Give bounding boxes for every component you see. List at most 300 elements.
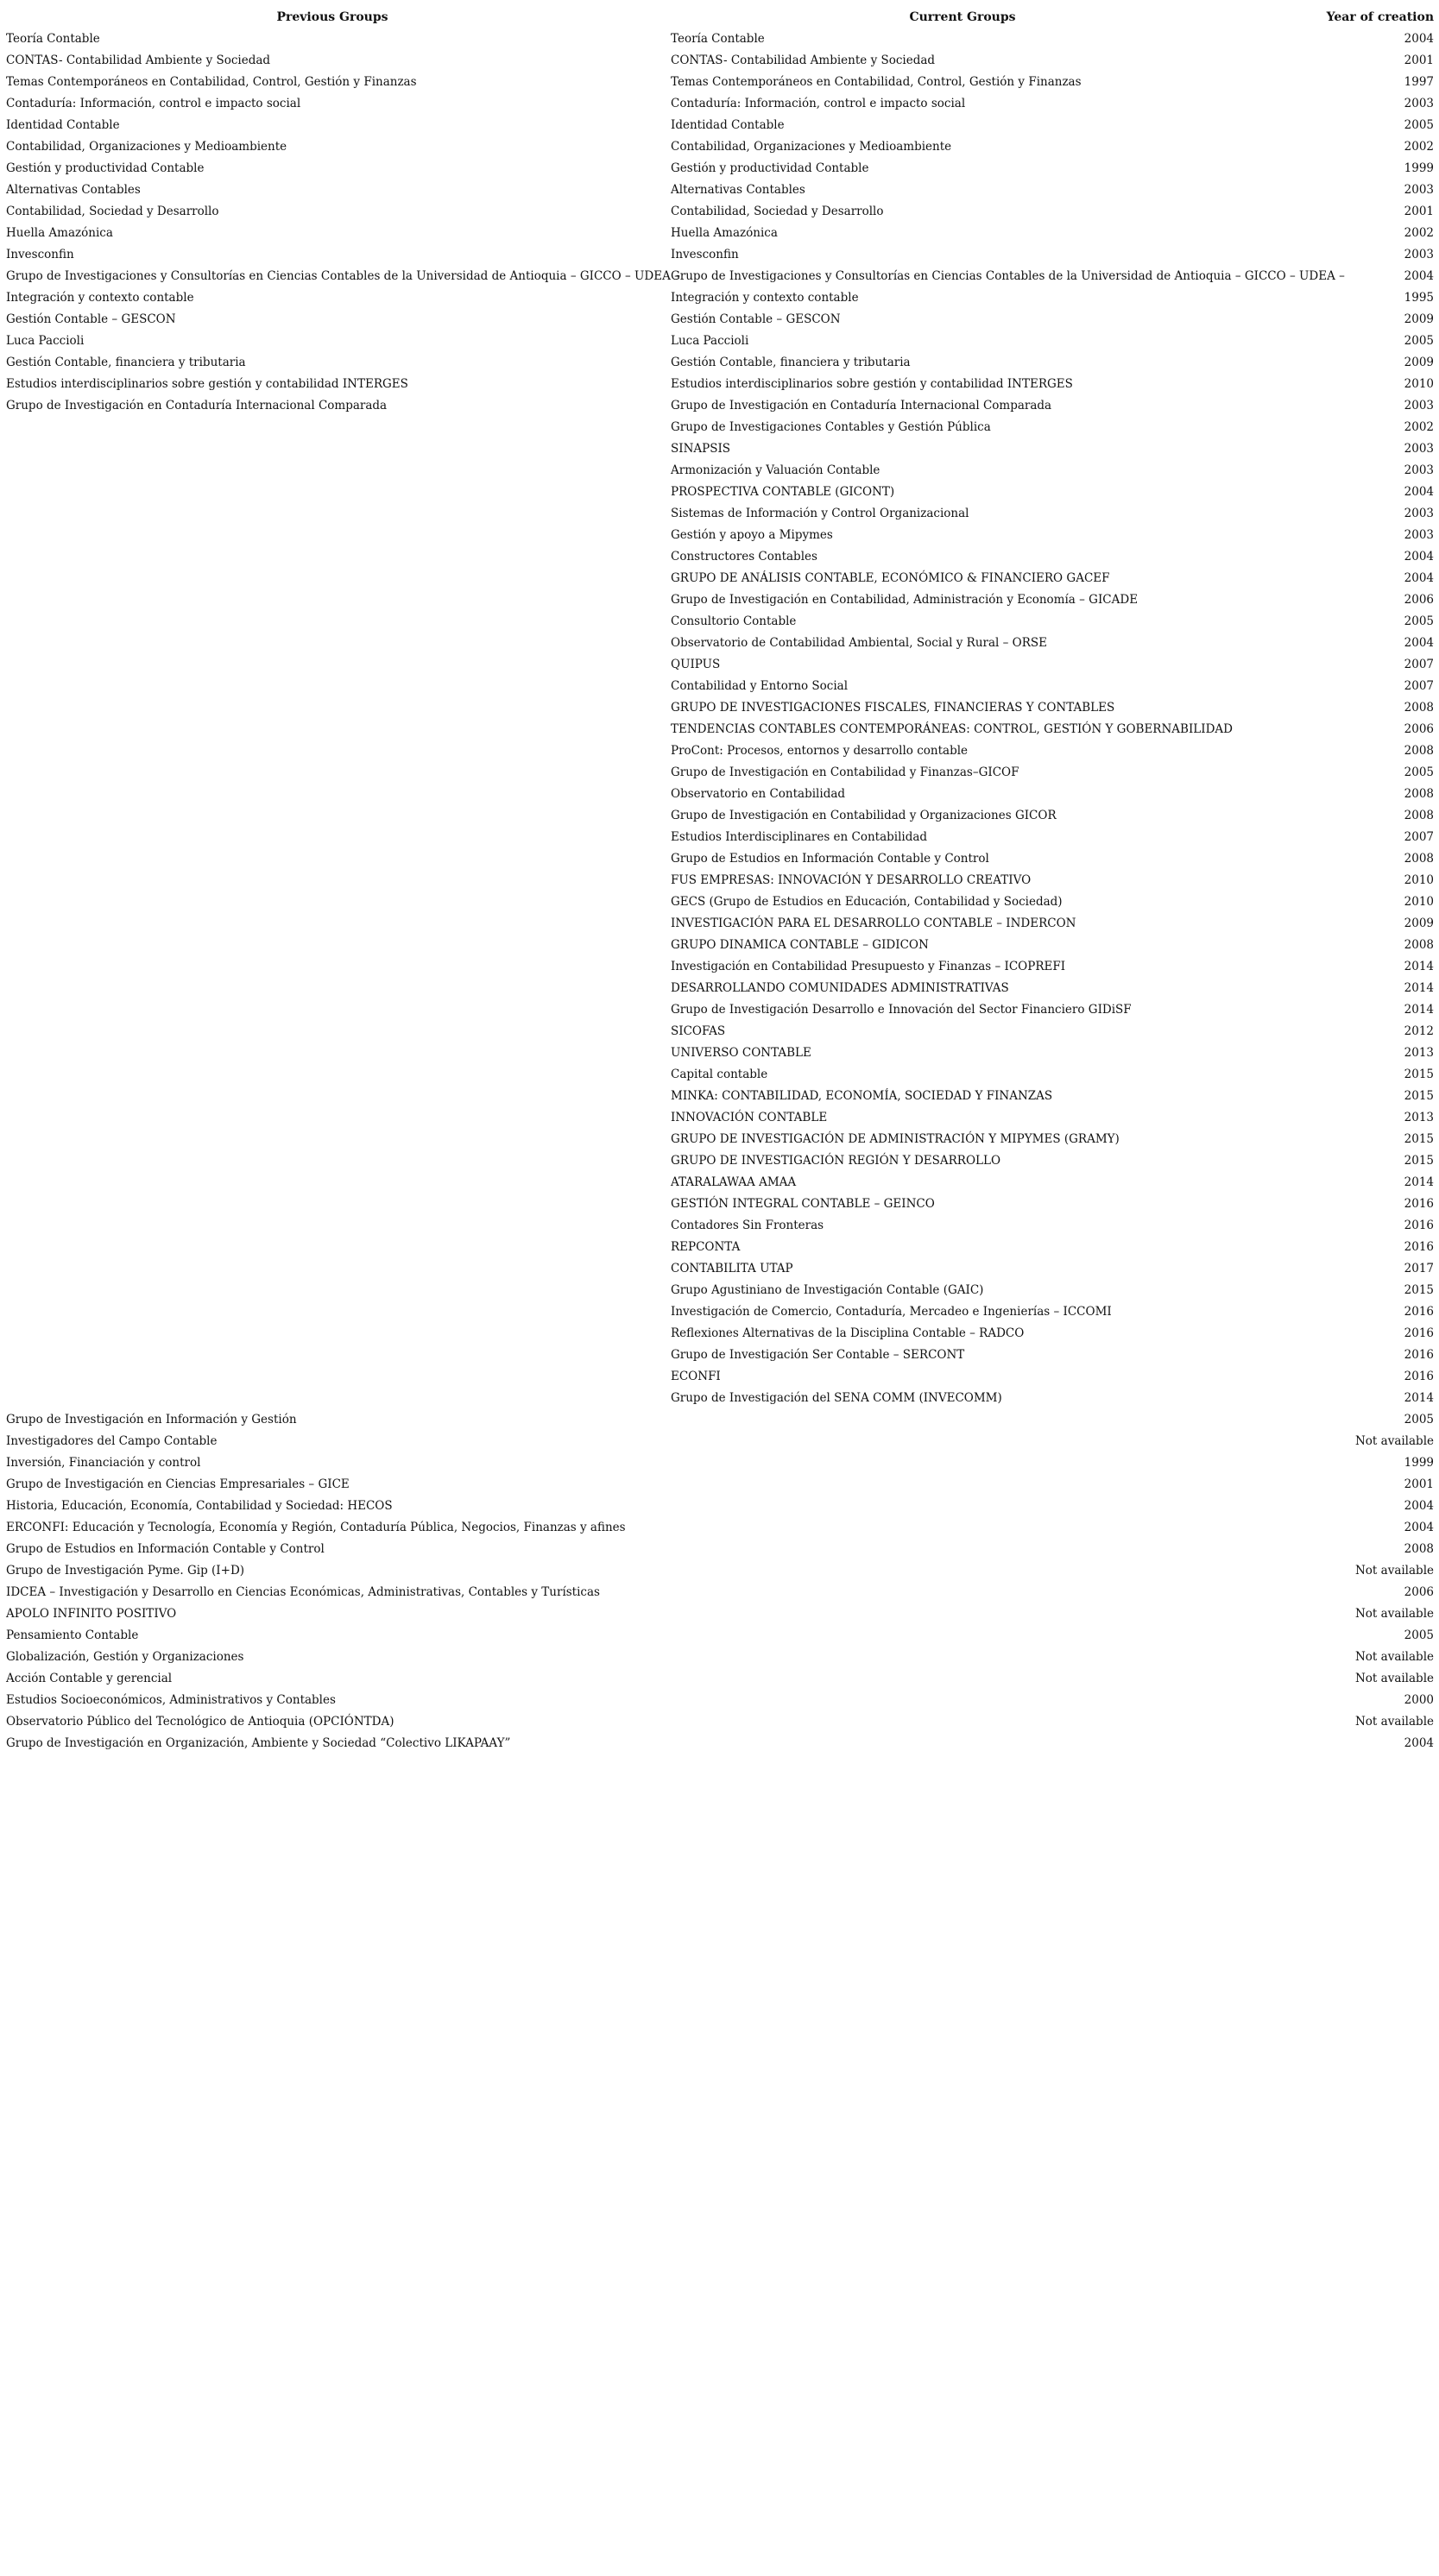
year-cell: 2009 [1404, 356, 1434, 369]
table-row [0, 1474, 1439, 1496]
previous-group-cell [0, 999, 665, 1021]
current-group-cell [665, 1647, 1260, 1668]
previous-group-cell: Invesconfin [6, 248, 74, 261]
year-cell: 2003 [1404, 97, 1434, 110]
table-row [0, 740, 1439, 762]
table-row [0, 1301, 1439, 1323]
year-cell: 2006 [1404, 1585, 1434, 1599]
current-group-cell: GECS (Grupo de Estudios en Educación, Contabilidad y Sociedad) [671, 895, 1063, 909]
year-cell: 2004 [1404, 636, 1434, 650]
year-cell: 2005 [1404, 334, 1434, 348]
table-row [0, 1388, 1439, 1409]
current-group-cell: Contabilidad y Entorno Social [671, 679, 849, 693]
current-group-cell: GRUPO DE INVESTIGACIÓN DE ADMINISTRACIÓN Y MIPYMES (GRAMY) [671, 1132, 1120, 1146]
table-row [0, 395, 1439, 417]
previous-group-cell [0, 1366, 665, 1388]
table-row [0, 1237, 1439, 1258]
previous-group-cell [0, 719, 665, 740]
table-row [0, 287, 1439, 309]
table-row [0, 352, 1439, 374]
current-group-cell: Grupo de Investigación en Contabilidad, Administración y Economía – GICADE [671, 593, 1139, 607]
previous-group-cell: Contaduría: Información, control e impacto social [6, 97, 301, 110]
previous-group-cell: Estudios Socioeconómicos, Administrativos y Contables [6, 1693, 336, 1707]
table-row [0, 1431, 1439, 1452]
previous-group-cell [0, 633, 665, 654]
current-group-cell: FUS EMPRESAS: INNOVACIÓN Y DESARROLLO CREATIVO [671, 873, 1032, 887]
table-row [0, 309, 1439, 331]
current-group-cell: Armonización y Valuación Contable [671, 463, 880, 477]
current-group-cell: Sistemas de Información y Control Organizacional [671, 507, 969, 520]
previous-group-cell [0, 1258, 665, 1280]
year-cell: 2014 [1404, 981, 1434, 995]
current-group-cell: Identidad Contable [671, 118, 785, 132]
previous-group-cell: APOLO INFINITO POSITIVO [6, 1607, 177, 1621]
year-cell: 2016 [1404, 1348, 1434, 1362]
previous-group-cell [0, 805, 665, 827]
table-row [0, 525, 1439, 546]
year-cell: 2004 [1404, 1499, 1434, 1513]
current-group-cell: ProCont: Procesos, entornos y desarrollo contable [671, 744, 969, 758]
previous-group-cell [0, 568, 665, 589]
previous-group-cell: Globalización, Gestión y Organizaciones [6, 1650, 244, 1664]
year-cell: 2008 [1404, 852, 1434, 866]
table-row [0, 28, 1439, 50]
year-cell: Not available [1354, 1434, 1434, 1448]
current-group-cell [665, 1711, 1260, 1733]
year-cell: 2013 [1404, 1111, 1434, 1124]
table-row [0, 1215, 1439, 1237]
previous-group-cell [0, 417, 665, 438]
table-body [0, 28, 1439, 1754]
previous-group-cell [0, 676, 665, 697]
previous-group-cell [0, 1086, 665, 1107]
previous-group-cell: Gestión y productividad Contable [6, 161, 205, 175]
year-cell: Not available [1354, 1650, 1434, 1664]
previous-group-cell [0, 1150, 665, 1172]
previous-group-cell: Huella Amazónica [6, 226, 113, 240]
year-cell: 2007 [1404, 830, 1434, 844]
current-group-cell: ECONFI [671, 1370, 721, 1383]
current-group-cell: Contabilidad, Organizaciones y Medioambiente [671, 140, 952, 154]
table-row [0, 1733, 1439, 1754]
table-row [0, 1107, 1439, 1129]
previous-group-cell [0, 460, 665, 482]
current-group-cell: Temas Contemporáneos en Contabilidad, Control, Gestión y Finanzas [671, 75, 1082, 89]
year-cell: 2007 [1404, 658, 1434, 671]
table-row [0, 1452, 1439, 1474]
previous-group-cell [0, 1064, 665, 1086]
table-row [0, 891, 1439, 913]
previous-group-cell: Contabilidad, Sociedad y Desarrollo [6, 205, 219, 218]
year-cell: 2016 [1404, 1326, 1434, 1340]
previous-group-cell: Estudios interdisciplinarios sobre gestión y contabilidad INTERGES [6, 377, 408, 391]
previous-group-cell [0, 589, 665, 611]
table-row [0, 460, 1439, 482]
previous-group-cell: Gestión Contable – GESCON [6, 312, 176, 326]
current-group-cell: SICOFAS [671, 1024, 726, 1038]
previous-group-cell [0, 482, 665, 503]
current-group-cell [665, 1603, 1260, 1625]
table-row [0, 1086, 1439, 1107]
previous-group-cell: Investigadores del Campo Contable [6, 1434, 218, 1448]
year-cell: 2003 [1404, 399, 1434, 413]
current-group-cell: Grupo de Investigación en Contaduría Internacional Comparada [671, 399, 1052, 413]
previous-group-cell [0, 1345, 665, 1366]
year-cell: 2002 [1404, 226, 1434, 240]
table-row [0, 201, 1439, 223]
previous-group-cell [0, 503, 665, 525]
current-group-cell: Grupo de Estudios en Información Contable y Control [671, 852, 989, 866]
current-group-cell: PROSPECTIVA CONTABLE (GICONT) [671, 485, 895, 499]
year-cell: Not available [1354, 1607, 1434, 1621]
current-group-cell: UNIVERSO CONTABLE [671, 1046, 811, 1060]
table-row [0, 719, 1439, 740]
table-row [0, 1409, 1439, 1431]
year-cell: 2015 [1404, 1132, 1434, 1146]
current-group-cell: CONTABILITA UTAP [671, 1262, 793, 1275]
table-row [0, 870, 1439, 891]
previous-group-cell [0, 611, 665, 633]
previous-group-cell: Grupo de Investigación en Información y Gestión [6, 1413, 297, 1427]
previous-group-cell [0, 1323, 665, 1345]
table-row [0, 158, 1439, 180]
current-group-cell: GRUPO DINAMICA CONTABLE – GIDICON [671, 938, 929, 952]
current-group-cell: Gestión y apoyo a Mipymes [671, 528, 833, 542]
year-cell: Not available [1354, 1715, 1434, 1729]
previous-group-cell [0, 1042, 665, 1064]
previous-group-cell: Grupo de Investigación en Contaduría Internacional Comparada [6, 399, 388, 413]
previous-group-cell [0, 891, 665, 913]
year-cell: 1999 [1404, 1456, 1434, 1470]
year-cell: 2008 [1404, 938, 1434, 952]
previous-group-cell [0, 1280, 665, 1301]
year-cell: 2016 [1404, 1370, 1434, 1383]
table-row [0, 1021, 1439, 1042]
current-group-cell: Observatorio en Contabilidad [671, 787, 846, 801]
table-row [0, 331, 1439, 352]
year-cell: 2016 [1404, 1197, 1434, 1211]
table-row [0, 1711, 1439, 1733]
current-group-cell [665, 1431, 1260, 1452]
table-row [0, 546, 1439, 568]
table-row [0, 1172, 1439, 1194]
current-group-cell: REPCONTA [671, 1240, 741, 1254]
table-row [0, 999, 1439, 1021]
previous-group-cell [0, 848, 665, 870]
current-group-cell [665, 1517, 1260, 1539]
year-cell: 2017 [1404, 1262, 1434, 1275]
previous-group-cell: Temas Contemporáneos en Contabilidad, Control, Gestión y Finanzas [6, 75, 417, 89]
table-row [0, 611, 1439, 633]
table-row [0, 1129, 1439, 1150]
current-group-cell: Investigación en Contabilidad Presupuesto y Finanzas – ICOPREFI [671, 960, 1066, 973]
year-cell: 2016 [1404, 1305, 1434, 1319]
previous-group-cell: Grupo de Investigaciones y Consultorías en Ciencias Contables de la Universidad de Antioquia – GICCO – UDEA – [6, 269, 680, 283]
current-group-cell: Reflexiones Alternativas de la Disciplina Contable – RADCO [671, 1326, 1025, 1340]
year-cell: 2004 [1404, 1736, 1434, 1750]
current-group-cell [665, 1690, 1260, 1711]
current-group-cell: Alternativas Contables [671, 183, 805, 197]
table-row [0, 1064, 1439, 1086]
year-cell: 2006 [1404, 722, 1434, 736]
previous-group-cell [0, 438, 665, 460]
header-current-groups: Current Groups [909, 10, 1016, 24]
current-group-cell: GESTIÓN INTEGRAL CONTABLE – GEINCO [671, 1197, 935, 1211]
table-row [0, 180, 1439, 201]
current-group-cell: Observatorio de Contabilidad Ambiental, Social y Rural – ORSE [671, 636, 1048, 650]
year-cell: 2015 [1404, 1089, 1434, 1103]
table-row [0, 223, 1439, 244]
previous-group-cell: CONTAS- Contabilidad Ambiente y Sociedad [6, 54, 271, 67]
year-cell: 2003 [1404, 507, 1434, 520]
current-group-cell [665, 1496, 1260, 1517]
groups-table [0, 7, 1439, 1754]
current-group-cell: Gestión y productividad Contable [671, 161, 869, 175]
previous-group-cell [0, 827, 665, 848]
year-cell: 2014 [1404, 1391, 1434, 1405]
year-cell: 2008 [1404, 787, 1434, 801]
current-group-cell [665, 1539, 1260, 1560]
current-group-cell: Estudios Interdisciplinares en Contabilidad [671, 830, 928, 844]
previous-group-cell: Acción Contable y gerencial [6, 1672, 173, 1685]
year-cell: 2003 [1404, 248, 1434, 261]
table-row [0, 848, 1439, 870]
current-group-cell: Luca Paccioli [671, 334, 749, 348]
current-group-cell: ATARALAWAA AMAA [671, 1175, 797, 1189]
year-cell: 2015 [1404, 1068, 1434, 1081]
table-row [0, 438, 1439, 460]
current-group-cell: GRUPO DE INVESTIGACIÓN REGIÓN Y DESARROLLO [671, 1154, 1001, 1168]
table-row [0, 374, 1439, 395]
year-cell: 2008 [1404, 809, 1434, 822]
previous-group-cell: Contabilidad, Organizaciones y Medioambiente [6, 140, 287, 154]
previous-group-cell [0, 913, 665, 935]
current-group-cell: MINKA: CONTABILIDAD, ECONOMÍA, SOCIEDAD Y FINANZAS [671, 1089, 1053, 1103]
table-row [0, 1366, 1439, 1388]
year-cell: 2010 [1404, 895, 1434, 909]
table-row [0, 913, 1439, 935]
previous-group-cell: Historia, Educación, Economía, Contabilidad y Sociedad: HECOS [6, 1499, 393, 1513]
table-row [0, 568, 1439, 589]
table-row [0, 1258, 1439, 1280]
current-group-cell: Constructores Contables [671, 550, 817, 564]
table-row [0, 503, 1439, 525]
current-group-cell [665, 1452, 1260, 1474]
year-cell: 2006 [1404, 593, 1434, 607]
year-cell: 2005 [1404, 614, 1434, 628]
previous-group-cell [0, 978, 665, 999]
year-cell: 2004 [1404, 269, 1434, 283]
previous-group-cell [0, 935, 665, 956]
table-row [0, 1150, 1439, 1172]
year-cell: 2008 [1404, 1542, 1434, 1556]
current-group-cell: QUIPUS [671, 658, 721, 671]
table-row [0, 1042, 1439, 1064]
previous-group-cell [0, 1215, 665, 1237]
previous-group-cell [0, 1172, 665, 1194]
table-row [0, 805, 1439, 827]
table-row [0, 50, 1439, 72]
previous-group-cell: IDCEA – Investigación y Desarrollo en Ciencias Económicas, Administrativas, Contables y Turísticas [6, 1585, 600, 1599]
current-group-cell: SINAPSIS [671, 442, 731, 456]
previous-group-cell: Observatorio Público del Tecnológico de Antioquia (OPCIÓNTDA) [6, 1715, 394, 1729]
header-previous-groups: Previous Groups [276, 10, 388, 24]
current-group-cell: Grupo de Investigaciones y Consultorías en Ciencias Contables de la Universidad de Antioquia – GICCO – UDEA – [671, 269, 1345, 283]
current-group-cell: Capital contable [671, 1068, 768, 1081]
current-group-cell: Huella Amazónica [671, 226, 778, 240]
header-row [0, 7, 1439, 28]
previous-group-cell [0, 525, 665, 546]
year-cell: Not available [1354, 1564, 1434, 1578]
year-cell: 2010 [1404, 377, 1434, 391]
current-group-cell: GRUPO DE INVESTIGACIONES FISCALES, FINANCIERAS Y CONTABLES [671, 701, 1115, 715]
year-cell: 2003 [1404, 183, 1434, 197]
table-row [0, 1603, 1439, 1625]
table-row [0, 1517, 1439, 1539]
previous-group-cell [0, 762, 665, 784]
previous-group-cell [0, 870, 665, 891]
previous-group-cell [0, 740, 665, 762]
current-group-cell: Gestión Contable, financiera y tributaria [671, 356, 911, 369]
table-row [0, 482, 1439, 503]
previous-group-cell: Identidad Contable [6, 118, 120, 132]
year-cell: 2009 [1404, 312, 1434, 326]
previous-group-cell [0, 1021, 665, 1042]
table-row [0, 115, 1439, 136]
table-row [0, 697, 1439, 719]
current-group-cell: Estudios interdisciplinarios sobre gestión y contabilidad INTERGES [671, 377, 1073, 391]
year-cell: 2014 [1404, 960, 1434, 973]
table-row [0, 654, 1439, 676]
table-row [0, 827, 1439, 848]
current-group-cell: Grupo de Investigación en Contabilidad y Organizaciones GICOR [671, 809, 1057, 822]
previous-group-cell: Grupo de Investigación en Organización, Ambiente y Sociedad “Colectivo LIKAPAAY” [6, 1736, 511, 1750]
year-cell: 2000 [1404, 1693, 1434, 1707]
year-cell: 2001 [1404, 205, 1434, 218]
table-row [0, 676, 1439, 697]
current-group-cell: Grupo de Investigación Desarrollo e Innovación del Sector Financiero GIDiSF [671, 1003, 1132, 1017]
current-group-cell: DESARROLLANDO COMUNIDADES ADMINISTRATIVAS [671, 981, 1009, 995]
year-cell: 2014 [1404, 1175, 1434, 1189]
year-cell: 2010 [1404, 873, 1434, 887]
current-group-cell: Grupo de Investigaciones Contables y Gestión Pública [671, 420, 991, 434]
table-row [0, 136, 1439, 158]
current-group-cell [665, 1560, 1260, 1582]
table-row [0, 935, 1439, 956]
year-cell: 2005 [1404, 118, 1434, 132]
table-row [0, 1582, 1439, 1603]
year-cell: 2004 [1404, 550, 1434, 564]
table-row [0, 1280, 1439, 1301]
table-row [0, 956, 1439, 978]
table-row [0, 1323, 1439, 1345]
table-row [0, 244, 1439, 266]
table-row [0, 633, 1439, 654]
year-cell: 2002 [1404, 420, 1434, 434]
previous-group-cell [0, 654, 665, 676]
table-row [0, 1539, 1439, 1560]
previous-group-cell [0, 546, 665, 568]
table-row [0, 417, 1439, 438]
year-cell: 2015 [1404, 1154, 1434, 1168]
previous-group-cell [0, 1129, 665, 1150]
year-cell: 2012 [1404, 1024, 1434, 1038]
table-row [0, 1625, 1439, 1647]
previous-group-cell: Alternativas Contables [6, 183, 141, 197]
year-cell: 2004 [1404, 1521, 1434, 1534]
previous-group-cell: ERCONFI: Educación y Tecnología, Economía y Región, Contaduría Pública, Negocios, Finanzas y afines [6, 1521, 626, 1534]
year-cell: 2008 [1404, 744, 1434, 758]
current-group-cell [665, 1733, 1260, 1754]
table-row [0, 1496, 1439, 1517]
current-group-cell: Invesconfin [671, 248, 739, 261]
year-cell: 2004 [1404, 485, 1434, 499]
current-group-cell: Contadores Sin Fronteras [671, 1219, 824, 1232]
previous-group-cell: Grupo de Investigación en Ciencias Empresariales – GICE [6, 1477, 350, 1491]
year-cell: 2001 [1404, 54, 1434, 67]
previous-group-cell: Teoría Contable [6, 32, 100, 46]
year-cell: Not available [1354, 1672, 1434, 1685]
year-cell: 1995 [1404, 291, 1434, 305]
year-cell: 1999 [1404, 161, 1434, 175]
year-cell: 2014 [1404, 1003, 1434, 1017]
table-row [0, 93, 1439, 115]
current-group-cell: Investigación de Comercio, Contaduría, Mercadeo e Ingenierías – ICCOMI [671, 1305, 1112, 1319]
year-cell: 2004 [1404, 32, 1434, 46]
current-group-cell: GRUPO DE ANÁLISIS CONTABLE, ECONÓMICO & FINANCIERO GACEF [671, 571, 1110, 585]
previous-group-cell [0, 956, 665, 978]
previous-group-cell [0, 1388, 665, 1409]
table-row [0, 266, 1439, 287]
year-cell: 2003 [1404, 463, 1434, 477]
table-row [0, 1647, 1439, 1668]
previous-group-cell [0, 1194, 665, 1215]
year-cell: 2015 [1404, 1283, 1434, 1297]
year-cell: 1997 [1404, 75, 1434, 89]
table-row [0, 589, 1439, 611]
previous-group-cell [0, 1237, 665, 1258]
current-group-cell: CONTAS- Contabilidad Ambiente y Sociedad [671, 54, 936, 67]
table-row [0, 784, 1439, 805]
year-cell: 2016 [1404, 1240, 1434, 1254]
current-group-cell: INVESTIGACIÓN PARA EL DESARROLLO CONTABLE – INDERCON [671, 916, 1076, 930]
previous-group-cell: Gestión Contable, financiera y tributaria [6, 356, 246, 369]
current-group-cell [665, 1474, 1260, 1496]
previous-group-cell: Grupo de Investigación Pyme. Gip (I+D) [6, 1564, 245, 1578]
header-year-of-creation: Year of creation [1326, 10, 1434, 24]
year-cell: 2002 [1404, 140, 1434, 154]
year-cell: 2007 [1404, 679, 1434, 693]
year-cell: 2005 [1404, 765, 1434, 779]
year-cell: 2001 [1404, 1477, 1434, 1491]
previous-group-cell: Grupo de Estudios en Información Contable y Control [6, 1542, 325, 1556]
current-group-cell: Grupo de Investigación del SENA COMM (INVECOMM) [671, 1391, 1002, 1405]
current-group-cell: Grupo de Investigación en Contabilidad y Finanzas–GICOF [671, 765, 1019, 779]
table-row [0, 1668, 1439, 1690]
current-group-cell: Teoría Contable [671, 32, 765, 46]
current-group-cell: Gestión Contable – GESCON [671, 312, 841, 326]
current-group-cell: Consultorio Contable [671, 614, 797, 628]
year-cell: 2016 [1404, 1219, 1434, 1232]
year-cell: 2003 [1404, 528, 1434, 542]
year-cell: 2005 [1404, 1628, 1434, 1642]
year-cell: 2013 [1404, 1046, 1434, 1060]
year-cell: 2005 [1404, 1413, 1434, 1427]
year-cell: 2008 [1404, 701, 1434, 715]
table-row [0, 72, 1439, 93]
current-group-cell [665, 1409, 1260, 1431]
table-row [0, 1194, 1439, 1215]
